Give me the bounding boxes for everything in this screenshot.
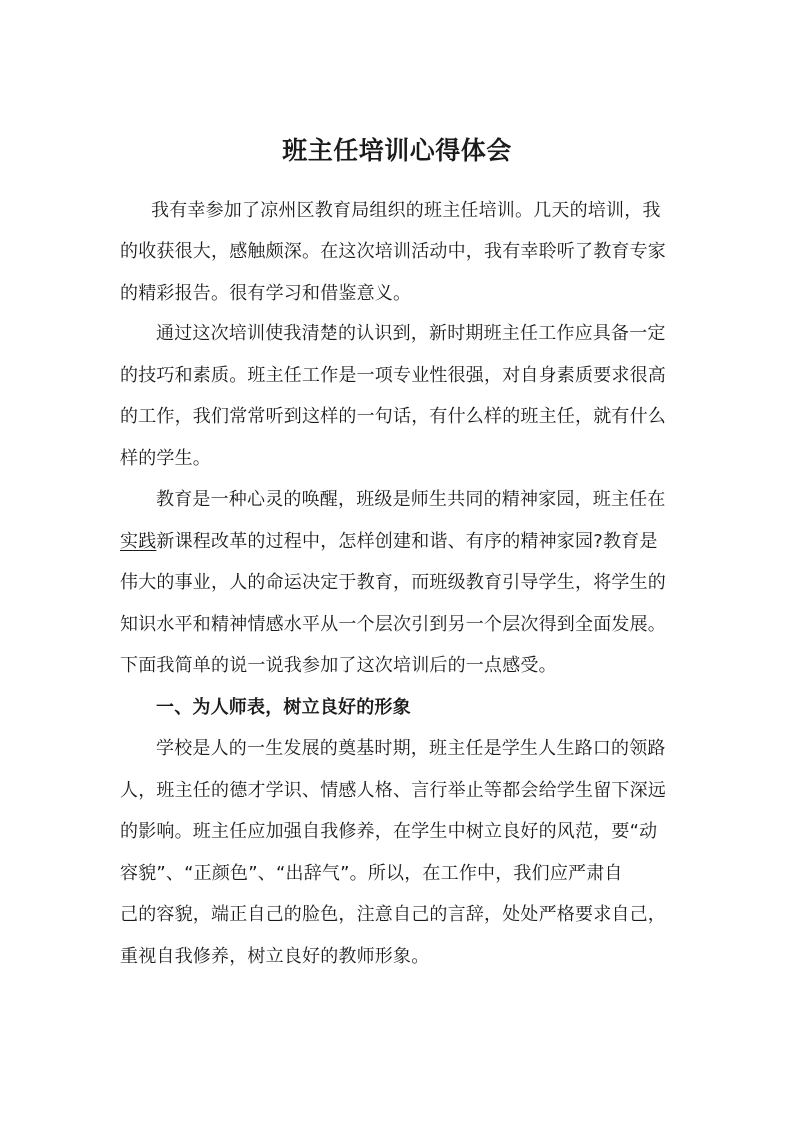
paragraph-4-line-4: 容貌”、“正颜色”、“出辞气”。所以，在工作中，我们应严肃自: [120, 863, 623, 884]
paragraph-3-line-4: 知识水平和精神情感水平从一个层次引到另一个层次得到全面发展。: [120, 614, 666, 635]
paragraph-1-line-3: 的精彩报告。很有学习和借鉴意义。: [120, 283, 412, 304]
paragraph-2-line-1: 通过这次培训使我清楚的认识到，新时期班主任工作应具备一定: [156, 323, 666, 344]
paragraph-3-line-5: 下面我简单的说一说我参加了这次培训后的一点感受。: [120, 655, 557, 676]
paragraph-3-line-2-rest: 新课程改革的过程中，怎样创建和谐、有序的精神家园?教育是: [156, 531, 658, 552]
underlined-term: 实践: [120, 531, 157, 552]
paragraph-4-line-3: 的影响。班主任应加强自我修养，在学生中树立良好的风范，要“动: [120, 821, 658, 842]
paragraph-3-line-1: 教育是一种心灵的唤醒，班级是师生共同的精神家园，班主任在: [156, 489, 666, 510]
paragraph-4-line-2: 人，班主任的德才学识、情感人格、言行举止等都会给学生留下深远: [120, 780, 666, 801]
paragraph-4-line-6: 重视自我修养，树立良好的教师形象。: [120, 946, 430, 967]
paragraph-4-line-5: 己的容貌，端正自己的脸色，注意自己的言辞，处处严格要求自己，: [120, 904, 666, 925]
section-heading: 一、为人师表，树立良好的形象: [156, 697, 411, 718]
paragraph-2-line-3: 的工作，我们常常听到这样的一句话，有什么样的班主任，就有什么: [120, 406, 666, 427]
document-title: 班主任培训心得体会: [282, 136, 512, 165]
paragraph-1-line-1: 我有幸参加了凉州区教育局组织的班主任培训。几天的培训，我: [151, 200, 661, 221]
paragraph-3-line-2: [120, 530, 680, 554]
paragraph-4-line-1: 学校是人的一生发展的奠基时期，班主任是学生人生路口的领路: [156, 738, 666, 759]
paragraph-1-line-2: 的收获很大，感触颇深。在这次培训活动中，我有幸聆听了教育专家: [120, 241, 666, 262]
paragraph-2-line-2: 的技巧和素质。班主任工作是一项专业性很强，对自身素质要求很高: [120, 365, 666, 386]
paragraph-3-line-3: 伟大的事业，人的命运决定于教育，而班级教育引导学生，将学生的: [120, 572, 666, 593]
paragraph-2-line-4: 样的学生。: [120, 448, 211, 469]
